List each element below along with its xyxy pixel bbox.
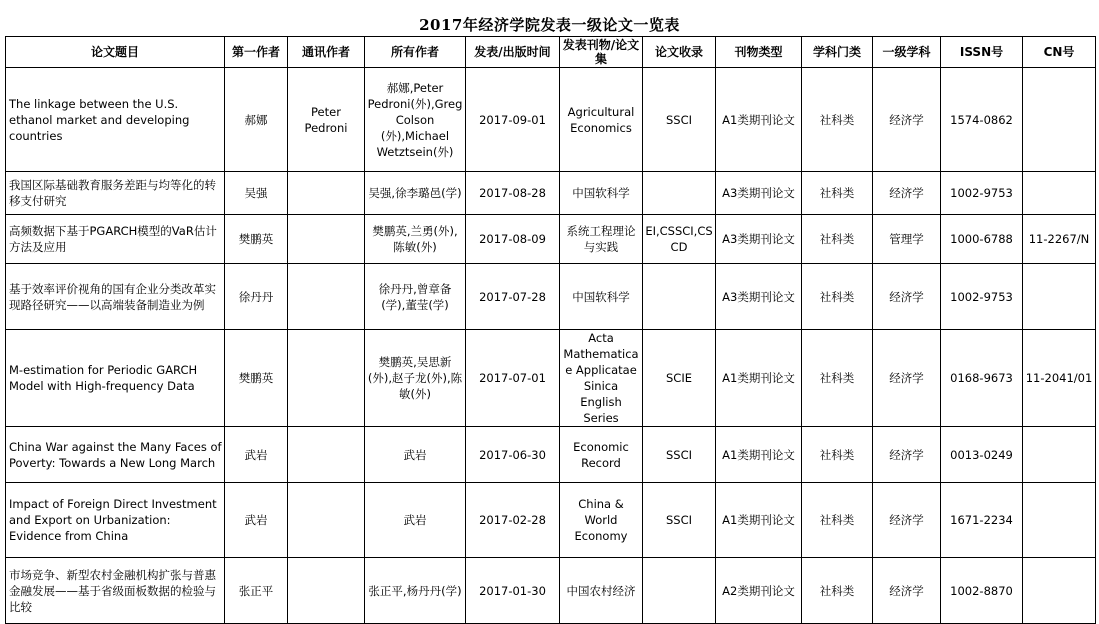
cell-category: 社科类 — [802, 215, 873, 264]
cell-date: 2017-08-28 — [466, 172, 560, 215]
cell-issn: 0168-9673 — [941, 330, 1023, 427]
cell-issn: 0013-0249 — [941, 427, 1023, 483]
cell-title: 市场竞争、新型农村金融机构扩张与普惠金融发展——基于省级面板数据的检验与比较 — [6, 558, 225, 624]
cell-discipline: 经济学 — [873, 483, 941, 558]
cell-first-author: 武岩 — [225, 483, 288, 558]
cell-journal: Acta Mathematicae Applicatae Sinica English Series — [560, 330, 643, 427]
cell-title: M-estimation for Periodic GARCH Model with High-frequency Data — [6, 330, 225, 427]
cell-type: A1类期刊论文 — [716, 330, 802, 427]
cell-date: 2017-07-28 — [466, 264, 560, 330]
cell-first-author: 樊鹏英 — [225, 330, 288, 427]
header-row — [6, 37, 1096, 68]
cell-category: 社科类 — [802, 330, 873, 427]
cell-all-authors: 武岩 — [365, 427, 466, 483]
header-type: 刊物类型 — [716, 37, 802, 68]
cell-date: 2017-01-30 — [466, 558, 560, 624]
cell-title: 基于效率评价视角的国有企业分类改革实现路径研究——以高端装备制造业为例 — [6, 264, 225, 330]
cell-issn: 1574-0862 — [941, 68, 1023, 172]
table-row — [6, 330, 1096, 427]
table-row — [6, 264, 1096, 330]
cell-issn: 1002-9753 — [941, 264, 1023, 330]
cell-cn — [1023, 68, 1096, 172]
cell-title: China War against the Many Faces of Poverty: Towards a New Long March — [6, 427, 225, 483]
cell-index: EI,CSSCI,CSCD — [643, 215, 716, 264]
cell-journal: 中国农村经济 — [560, 558, 643, 624]
cell-category: 社科类 — [802, 483, 873, 558]
header-issn: ISSN号 — [941, 37, 1023, 68]
cell-discipline: 管理学 — [873, 215, 941, 264]
header-category: 学科门类 — [802, 37, 873, 68]
cell-cn: 11-2267/N — [1023, 215, 1096, 264]
header-date: 发表/出版时间 — [466, 37, 560, 68]
cell-date: 2017-07-01 — [466, 330, 560, 427]
cell-index: SCIE — [643, 330, 716, 427]
cell-cn — [1023, 483, 1096, 558]
cell-category: 社科类 — [802, 558, 873, 624]
cell-title: 高频数据下基于PGARCH模型的VaR估计方法及应用 — [6, 215, 225, 264]
cell-journal: Agricultural Economics — [560, 68, 643, 172]
cell-index — [643, 172, 716, 215]
cell-cn: 11-2041/01 — [1023, 330, 1096, 427]
cell-issn: 1671-2234 — [941, 483, 1023, 558]
cell-category: 社科类 — [802, 172, 873, 215]
cell-corr-author — [288, 330, 365, 427]
header-journal: 发表刊物/论文集 — [560, 37, 643, 68]
cell-index: SSCI — [643, 68, 716, 172]
papers-table — [5, 36, 1096, 624]
table-row — [6, 558, 1096, 624]
cell-corr-author — [288, 483, 365, 558]
cell-issn: 1002-8870 — [941, 558, 1023, 624]
cell-corr-author — [288, 558, 365, 624]
cell-cn — [1023, 172, 1096, 215]
cell-title: The linkage between the U.S. ethanol market and developing countries — [6, 68, 225, 172]
cell-corr-author — [288, 264, 365, 330]
cell-date: 2017-08-09 — [466, 215, 560, 264]
cell-type: A1类期刊论文 — [716, 68, 802, 172]
table-row — [6, 172, 1096, 215]
cell-category: 社科类 — [802, 264, 873, 330]
cell-all-authors: 吴强,徐李璐邑(学) — [365, 172, 466, 215]
cell-all-authors: 徐丹丹,曾章备(学),董莹(学) — [365, 264, 466, 330]
cell-type: A1类期刊论文 — [716, 483, 802, 558]
cell-index: SSCI — [643, 483, 716, 558]
cell-type: A3类期刊论文 — [716, 215, 802, 264]
cell-category: 社科类 — [802, 68, 873, 172]
cell-corr-author — [288, 215, 365, 264]
cell-first-author: 徐丹丹 — [225, 264, 288, 330]
header-discipline: 一级学科 — [873, 37, 941, 68]
cell-cn — [1023, 558, 1096, 624]
cell-title: 我国区际基础教育服务差距与均等化的转移支付研究 — [6, 172, 225, 215]
cell-first-author: 吴强 — [225, 172, 288, 215]
cell-first-author: 武岩 — [225, 427, 288, 483]
cell-all-authors: 武岩 — [365, 483, 466, 558]
cell-discipline: 经济学 — [873, 558, 941, 624]
header-first-author: 第一作者 — [225, 37, 288, 68]
cell-all-authors: 樊鹏英,吴思新(外),赵子龙(外),陈敏(外) — [365, 330, 466, 427]
cell-all-authors: 樊鹏英,兰勇(外),陈敏(外) — [365, 215, 466, 264]
cell-journal: 系统工程理论与实践 — [560, 215, 643, 264]
header-title: 论文题目 — [6, 37, 225, 68]
header-corr-author: 通讯作者 — [288, 37, 365, 68]
cell-first-author: 樊鹏英 — [225, 215, 288, 264]
cell-all-authors: 张正平,杨丹丹(学) — [365, 558, 466, 624]
cell-corr-author: Peter Pedroni — [288, 68, 365, 172]
cell-type: A3类期刊论文 — [716, 264, 802, 330]
cell-type: A2类期刊论文 — [716, 558, 802, 624]
cell-discipline: 经济学 — [873, 330, 941, 427]
cell-issn: 1000-6788 — [941, 215, 1023, 264]
cell-journal: China & World Economy — [560, 483, 643, 558]
header-cn: CN号 — [1023, 37, 1096, 68]
cell-category: 社科类 — [802, 427, 873, 483]
cell-date: 2017-02-28 — [466, 483, 560, 558]
cell-corr-author — [288, 172, 365, 215]
table-row — [6, 68, 1096, 172]
cell-type: A1类期刊论文 — [716, 427, 802, 483]
cell-date: 2017-09-01 — [466, 68, 560, 172]
cell-cn — [1023, 427, 1096, 483]
cell-journal: Economic Record — [560, 427, 643, 483]
header-index: 论文收录 — [643, 37, 716, 68]
cell-discipline: 经济学 — [873, 172, 941, 215]
cell-corr-author — [288, 427, 365, 483]
cell-all-authors: 郝娜,Peter Pedroni(外),Greg Colson (外),Michael Wetztsein(外) — [365, 68, 466, 172]
table-row — [6, 483, 1096, 558]
cell-first-author: 郝娜 — [225, 68, 288, 172]
cell-issn: 1002-9753 — [941, 172, 1023, 215]
cell-index: SSCI — [643, 427, 716, 483]
cell-cn — [1023, 264, 1096, 330]
cell-first-author: 张正平 — [225, 558, 288, 624]
cell-discipline: 经济学 — [873, 264, 941, 330]
cell-date: 2017-06-30 — [466, 427, 560, 483]
cell-discipline: 经济学 — [873, 68, 941, 172]
header-all-authors: 所有作者 — [365, 37, 466, 68]
cell-title: Impact of Foreign Direct Investment and Export on Urbanization: Evidence from China — [6, 483, 225, 558]
cell-index — [643, 264, 716, 330]
sheet-title: 2017年经济学院发表一级论文一览表 — [419, 16, 680, 34]
cell-discipline: 经济学 — [873, 427, 941, 483]
table-row — [6, 215, 1096, 264]
cell-journal: 中国软科学 — [560, 172, 643, 215]
cell-journal: 中国软科学 — [560, 264, 643, 330]
cell-type: A3类期刊论文 — [716, 172, 802, 215]
table-row — [6, 427, 1096, 483]
cell-index — [643, 558, 716, 624]
